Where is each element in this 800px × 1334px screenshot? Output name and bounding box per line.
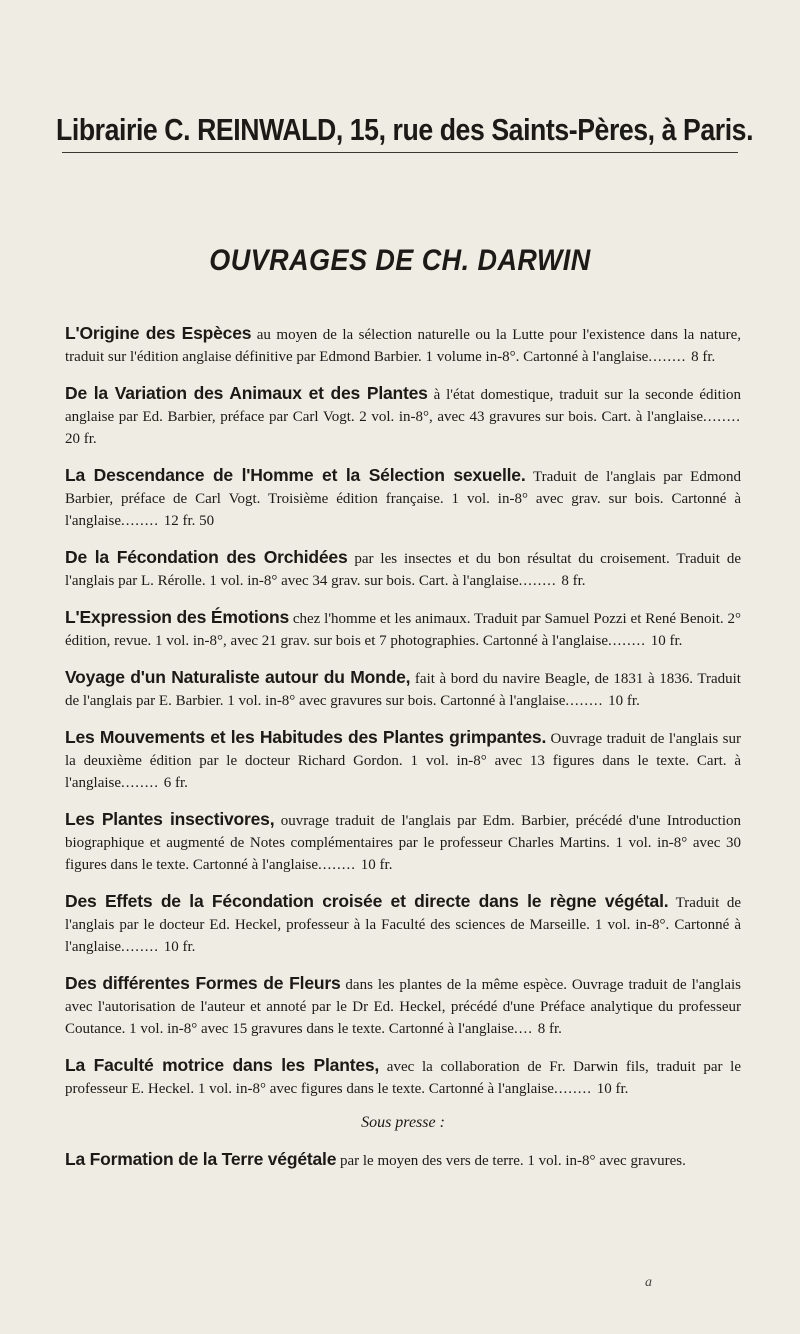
entry-price: 10 fr.	[163, 939, 196, 955]
entry-title: De la Fécondation des Orchidées	[65, 547, 348, 567]
catalog-entry: Voyage d'un Naturaliste autour du Monde, fait à bord du navire Beagle, de 1831 à 1836. Traduit de l'anglais par E. Barbier. 1 vol. in-8° avec gravures sur bois. Cartonné à l'anglaise........ 10 fr.	[65, 667, 741, 709]
entry-price: 12 fr. 50	[163, 513, 215, 529]
catalog-entry: La Descendance de l'Homme et la Sélection sexuelle. Traduit de l'anglais par Edmond Barbier, préface de Carl Vogt. Troisième édition française. 1 vol. in-8° avec grav. sur bois. Cartonné à l'anglaise........ 12 fr. 50	[65, 465, 741, 529]
section-title: OUVRAGES DE CH. DARWIN	[209, 244, 591, 277]
entry-price: 10 fr.	[650, 633, 683, 649]
publisher-header: Librairie C. REINWALD, 15, rue des Saints-Pères, à Paris.	[56, 112, 754, 147]
entry-title: L'Origine des Espèces	[65, 323, 252, 343]
entry-title: La Formation de la Terre végétale	[65, 1149, 337, 1169]
entry-price: 8 fr.	[691, 349, 716, 365]
entry-text: chez l'homme et les animaux. Traduit par Samuel Pozzi et René Benoit. 2° édition, revue. 1 vol. in-8°, avec 21 grav. sur bois et 7 photographies. Cartonné à l'anglaise	[65, 611, 741, 649]
entry-price: 8 fr.	[561, 573, 586, 589]
entry-title: L'Expression des Émotions	[65, 607, 289, 627]
entry-price: 6 fr.	[163, 775, 188, 791]
entry-text: par les insectes et du bon résultat du croisement. Traduit de l'anglais par L. Rérolle. 1 vol. in-8° avec 34 grav. sur bois. Cart. à l'anglaise	[65, 551, 741, 589]
entry-text: à l'état domestique, traduit sur la seconde édition anglaise par Ed. Barbier, préface par Carl Vogt. 2 vol. in-8°, avec 43 gravures sur bois. Cart. à l'anglaise	[65, 387, 741, 425]
entry-title: De la Variation des Animaux et des Plantes	[65, 383, 428, 403]
press-heading: Sous presse :	[361, 1114, 445, 1131]
entry-text: ouvrage traduit de l'anglais par Edm. Barbier, précédé d'une Introduction biographique et augmenté de Notes complémentaires par le professeur Charles Martins. 1 vol. in-8° avec 30 figures dans le texte. Cartonné à l'anglaise	[65, 813, 741, 873]
entry-price: 20 fr.	[65, 431, 97, 447]
entry-title: Les Mouvements et les Habitudes des Plantes grimpantes.	[65, 727, 547, 747]
signature-mark: a	[645, 1275, 652, 1290]
entry-price: 10 fr.	[596, 1081, 629, 1097]
catalog-entry: Les Mouvements et les Habitudes des Plantes grimpantes. Ouvrage traduit de l'anglais sur la deuxième édition par le docteur Richard Gordon. 1 vol. in-8° avec 13 figures dans le texte. Cart. à l'anglaise........ 6 fr.	[65, 727, 741, 791]
entry-title: La Descendance de l'Homme et la Sélection sexuelle.	[65, 465, 526, 485]
press-entry	[65, 1148, 741, 1172]
entry-title: Des Effets de la Fécondation croisée et directe dans le règne végétal.	[65, 891, 669, 911]
entry-text: fait à bord du navire Beagle, de 1831 à 1836. Traduit de l'anglais par E. Barbier. 1 vol. in-8° avec gravures sur bois. Cartonné à l'anglaise	[65, 671, 741, 709]
entry-text: dans les plantes de la même espèce. Ouvrage traduit de l'anglais avec l'autorisation de l'auteur et annoté par le Dr Ed. Heckel, précédé d'une Préface analytique du professeur Coutance. 1 vol. in-8° avec 15 gravures dans le texte. Cartonné à l'anglaise	[65, 977, 741, 1037]
entry-text: au moyen de la sélection naturelle ou la Lutte pour l'existence dans la nature, traduit sur l'édition anglaise définitive par Edmond Barbier. 1 volume in-8°. Cartonné à l'anglaise	[65, 327, 741, 365]
entry-title: La Faculté motrice dans les Plantes,	[65, 1055, 380, 1075]
entry-text: avec la collaboration de Fr. Darwin fils, traduit par le professeur E. Heckel. 1 vol. in-8° avec figures dans le texte. Cartonné à l'anglaise	[65, 1059, 741, 1097]
catalog-entry: Des Effets de la Fécondation croisée et directe dans le règne végétal. Traduit de l'anglais par le docteur Ed. Heckel, professeur à la Faculté des sciences de Marseille. 1 vol. in-8°. Cartonné à l'anglaise........ 10 fr.	[65, 891, 741, 955]
catalog-entry: L'Expression des Émotions chez l'homme et les animaux. Traduit par Samuel Pozzi et René Benoit. 2° édition, revue. 1 vol. in-8°, avec 21 grav. sur bois et 7 photographies. Cartonné à l'anglaise........ 10 fr.	[65, 607, 741, 649]
entry-text: Ouvrage traduit de l'anglais sur la deuxième édition par le docteur Richard Gordon. 1 vol. in-8° avec 13 figures dans le texte. Cart. à l'anglaise	[65, 731, 741, 791]
catalog-entry: Des différentes Formes de Fleurs dans les plantes de la même espèce. Ouvrage traduit de l'anglais avec l'autorisation de l'auteur et annoté par le Dr Ed. Heckel, précédé d'une Préface analytique du professeur Coutance. 1 vol. in-8° avec 15 gravures dans le texte. Cartonné à l'anglaise.... 8 fr.	[65, 973, 741, 1037]
entry-price: 8 fr.	[537, 1021, 562, 1037]
catalog-entry: De la Fécondation des Orchidées par les insectes et du bon résultat du croisement. Traduit de l'anglais par L. Rérolle. 1 vol. in-8° avec 34 grav. sur bois. Cart. à l'anglaise........ 8 fr.	[65, 547, 741, 589]
catalog-entry: L'Origine des Espèces au moyen de la sélection naturelle ou la Lutte pour l'existence dans la nature, traduit sur l'édition anglaise définitive par Edmond Barbier. 1 volume in-8°. Cartonné à l'anglaise........ 8 fr.	[65, 323, 741, 365]
catalog-entry: De la Variation des Animaux et des Plantes à l'état domestique, traduit sur la seconde édition anglaise par Ed. Barbier, préface par Carl Vogt. 2 vol. in-8°, avec 43 gravures sur bois. Cart. à l'anglaise........ 20 fr.	[65, 383, 741, 447]
entry-text: Traduit de l'anglais par le docteur Ed. Heckel, professeur à la Faculté des sciences de Marseille. 1 vol. in-8°. Cartonné à l'anglaise	[65, 895, 741, 955]
catalog-list	[65, 322, 741, 1186]
header-rule	[62, 152, 738, 153]
entry-price: 10 fr.	[608, 693, 640, 709]
entry-text: par le moyen des vers de terre. 1 vol. in-8° avec gravures.	[336, 1153, 686, 1169]
entry-text: Traduit de l'anglais par Edmond Barbier, préface de Carl Vogt. Troisième édition française. 1 vol. in-8° avec grav. sur bois. Cartonné à l'anglaise	[65, 469, 741, 529]
entry-title: Les Plantes insectivores,	[65, 809, 275, 829]
catalog-entry: La Faculté motrice dans les Plantes, avec la collaboration de Fr. Darwin fils, traduit par le professeur E. Heckel. 1 vol. in-8° avec figures dans le texte. Cartonné à l'anglaise........ 10 fr.	[65, 1055, 741, 1097]
entry-price: 10 fr.	[360, 857, 393, 873]
entry-title: Voyage d'un Naturaliste autour du Monde,	[65, 667, 411, 687]
entry-title: Des différentes Formes de Fleurs	[65, 973, 341, 993]
catalog-entry: Les Plantes insectivores, ouvrage traduit de l'anglais par Edm. Barbier, précédé d'une Introduction biographique et augmenté de Notes complémentaires par le professeur Charles Martins. 1 vol. in-8° avec 30 figures dans le texte. Cartonné à l'anglaise........ 10 fr.	[65, 809, 741, 873]
